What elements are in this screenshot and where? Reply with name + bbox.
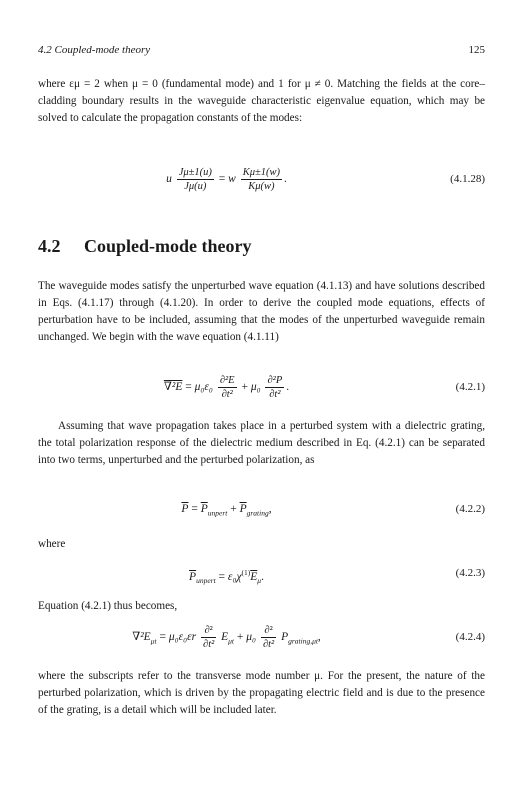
eq-rhs-var: w: [228, 173, 236, 186]
equation-number: (4.2.2): [455, 503, 485, 515]
eq-sign: =: [218, 570, 226, 583]
eq-lhs: $\overline{P}$: [189, 570, 197, 583]
eq-rhs-var: $\overline{E}$: [250, 570, 258, 583]
eq-term-2-subscript: grating: [246, 508, 269, 518]
eq-numerator-2: ∂²: [261, 624, 276, 638]
eq-rhs-fraction: [241, 166, 282, 193]
eq-end: .: [284, 173, 287, 186]
eq-numerator-1: ∂²E: [219, 375, 235, 386]
paragraph-wave-equation-intro: The waveguide modes satisfy the unperturbed wave equation (4.1.13) and have solutions described in Eqs. (4.1.17) through (4.1.20). In order to derive the coupled mode equations, effects of perturbation have to be included, assuming that the modes of the unperturbed waveguide remain unchanged. We begin with the wave equation (4.1.11): [38, 280, 485, 343]
page-number: 125: [468, 44, 485, 56]
eq-var-1: E: [221, 631, 229, 644]
eq-numerator-1: ∂²: [201, 624, 216, 638]
eq-denominator-2: ∂t²: [262, 639, 275, 650]
equation-number: (4.2.1): [455, 381, 485, 393]
eq-end: .: [261, 570, 264, 583]
equation-4-2-2: [38, 496, 485, 522]
paragraph-where: where: [38, 538, 66, 550]
paragraph-equation-becomes: Equation (4.2.1) thus becomes,: [38, 600, 178, 612]
eq-lhs: ∇²E: [163, 381, 183, 394]
running-head-title: 4.2 Coupled-mode theory: [38, 44, 151, 56]
eq-coef-1: μ₀ε₀εr: [168, 631, 197, 644]
eq-lhs-subscript: unpert: [196, 576, 216, 586]
eq-fraction-1: [218, 374, 237, 401]
equation-number: (4.2.4): [455, 631, 485, 643]
eq-fraction-2: [261, 624, 276, 651]
paragraph-eigenvalue-intro: where εμ = 2 when μ = 0 (fundamental mode) and 1 for μ ≠ 0. Matching the fields at the core–cladding boundary results in the waveguide characteristic eigenvalue equation, which may be solved to calculate the propagation constants of the modes:: [38, 78, 485, 124]
equation-4-1-28: [38, 166, 485, 192]
equation-number: (4.2.3): [455, 567, 485, 579]
eq-term-2: $\overline{P}$: [239, 503, 247, 515]
eq-coef-2: μ₀: [246, 631, 257, 644]
eq-denominator-1: ∂t²: [203, 639, 215, 650]
eq-end: .: [286, 381, 290, 394]
eq-sign: =: [159, 631, 166, 644]
eq-coef-2: μ₀: [250, 381, 261, 394]
eq-denominator-1: ∂t²: [221, 389, 233, 400]
eq-var-1-subscript: μt: [228, 636, 235, 646]
running-head: [38, 44, 485, 60]
eq-rhs-denominator: Kμ(w): [248, 181, 275, 192]
eq-term-1: $\overline{P}$: [200, 503, 208, 515]
section-title: Coupled-mode theory: [84, 236, 252, 256]
eq-lhs: ∇²E: [132, 631, 151, 644]
eq-fraction-1: [201, 624, 216, 651]
eq-fraction-2: [265, 374, 284, 401]
eq-term-1-subscript: unpert: [207, 508, 228, 518]
eq-end: ,: [268, 503, 272, 515]
eq-denominator-2: ∂t²: [269, 389, 281, 400]
eq-var-2-subscript: grating,μt: [288, 636, 318, 646]
section-number: 4.2: [38, 236, 61, 256]
paragraph-subscripts-note: where the subscripts refer to the transverse mode number μ. For the present, the nature of the perturbed polarization, which is driven by the propagating electric field and is due to the presence of the grating, is a detail which will be included later.: [38, 670, 485, 716]
eq-lhs-var: u: [166, 173, 172, 186]
eq-lhs-subscript: μt: [150, 636, 157, 646]
eq-numerator-2: ∂²P: [267, 375, 283, 386]
eq-lhs-fraction: [177, 166, 214, 193]
equation-4-2-3: [38, 560, 485, 586]
eq-sign: =: [191, 503, 198, 515]
eq-rhs: ε₀χ: [227, 570, 242, 583]
eq-plus: +: [241, 381, 248, 394]
eq-rhs-superscript: (1): [241, 568, 251, 577]
section-heading: [38, 236, 485, 257]
equation-4-2-4: [38, 624, 485, 650]
eq-lhs: $\overline{P}$: [181, 503, 189, 515]
eq-plus: +: [236, 631, 244, 644]
eq-lhs-denominator: Jμ(u): [184, 181, 207, 192]
equation-4-2-1: [38, 374, 485, 400]
eq-plus: +: [230, 503, 237, 515]
eq-coef-1: μ₀ε₀: [194, 381, 213, 394]
paragraph-polarization-intro: Assuming that wave propagation takes place in a perturbed system with a dielectric grating, the total polarization response of the dielectric medium described in Eq. (4.2.1) can be separated into two terms, unperturbed and the perturbed polarization, as: [38, 420, 485, 466]
eq-var-2: P: [281, 631, 289, 644]
eq-lhs-numerator: Jμ±1(u): [178, 167, 212, 178]
eq-rhs-numerator: Kμ±1(w): [242, 167, 281, 178]
eq-sign: =: [218, 173, 226, 186]
eq-rhs-subscript: μ: [257, 576, 262, 586]
equation-number: (4.1.28): [450, 173, 485, 185]
eq-sign: =: [185, 381, 192, 394]
eq-end: ,: [317, 631, 321, 644]
